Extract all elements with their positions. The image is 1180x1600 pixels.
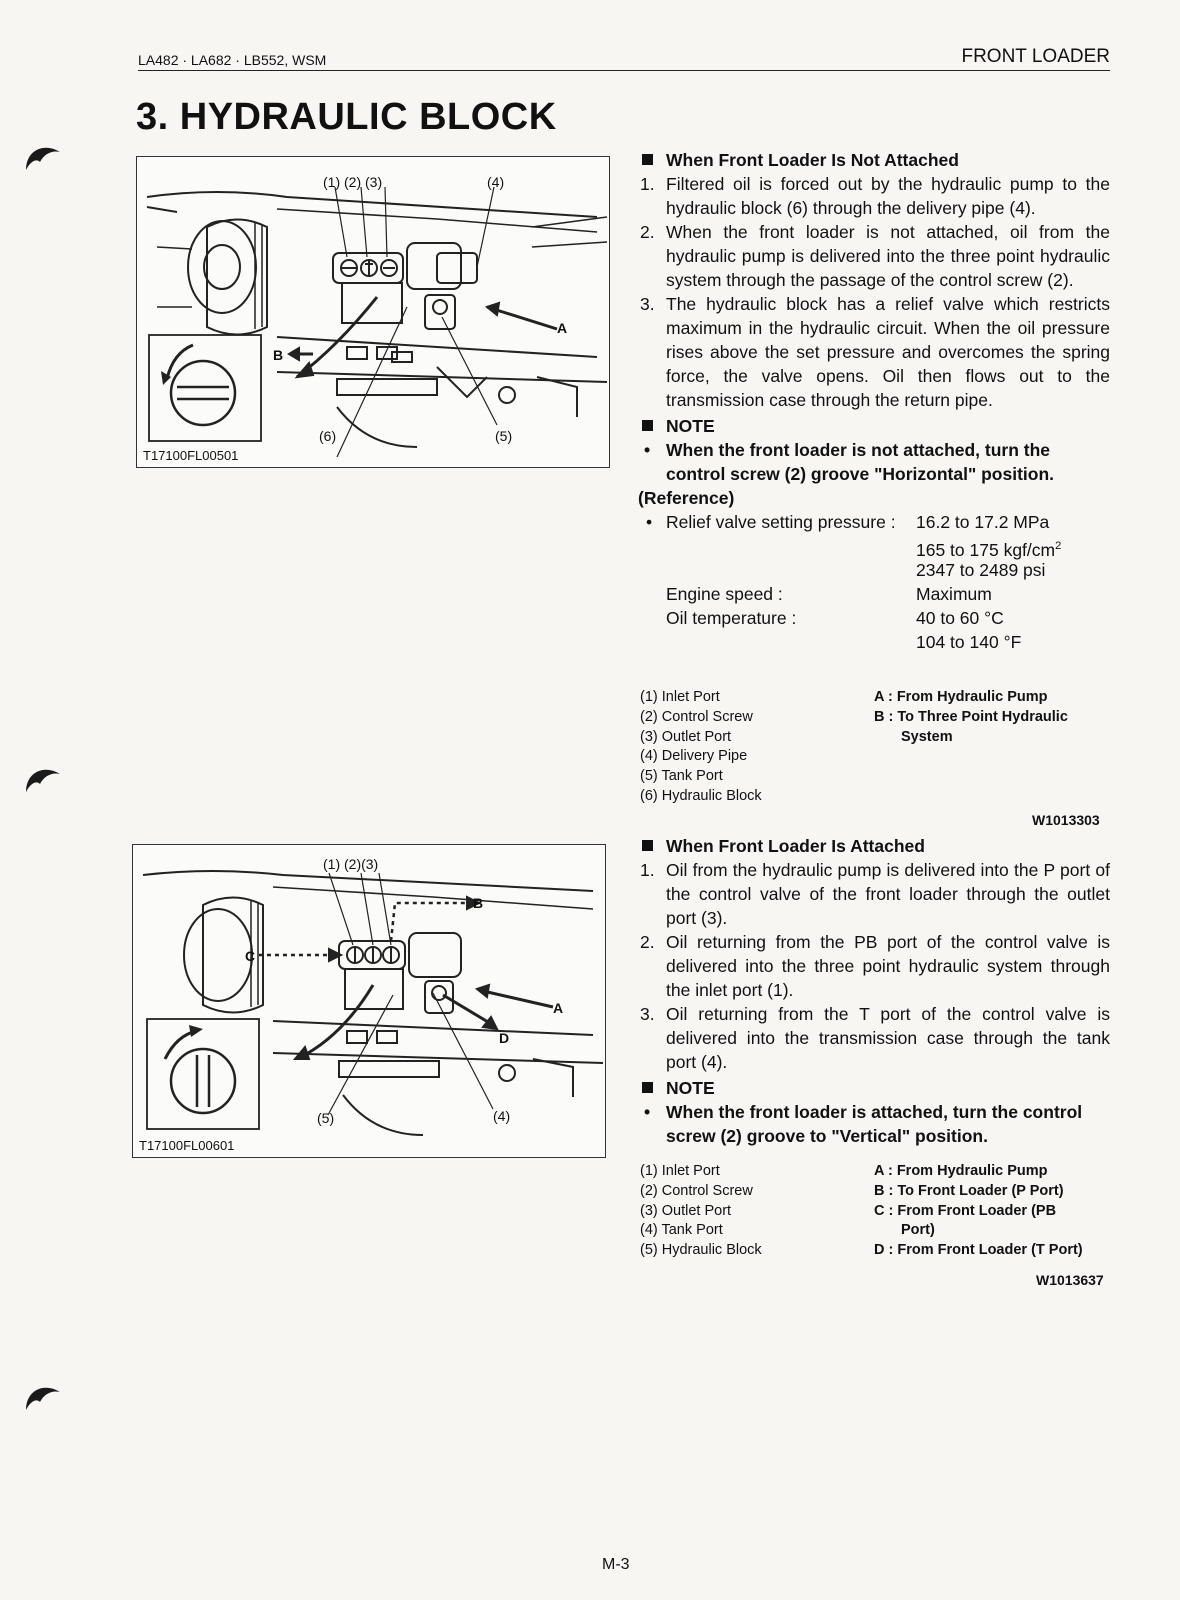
callout-5: (5) — [317, 1110, 335, 1126]
section-not-attached: When Front Loader Is Not Attached 1. Filtered oil is forced out by the hydraulic pump to the hydraulic block (6) through the delivery pipe (4). 2. When the front loader is not attached, oil from the hydraulic pump is delivered into the three point hydraulic system through the passage of the control screw (2). 3. The hydraulic block has a relief valve which restricts maximum in the hydraulic circuit. When the oil pressure rises above the set pressure and overcomes the spring force, the valve opens. Oil then flows out to the transmission case through the return pipe. NOTE • When the front loader is not attached, turn the control screw (2) groove "Horizontal" position. (Reference) • Relief valve setting pressure : 16.2 to 17.2 MPa 165 to 175 kgf/$cm^2$ 2347 to 2489 psi Engine speed : Maximum Oil temperature : 40 to 60 °C 104 to 140 °F — [640, 148, 1110, 654]
list-item: 2. When the front loader is not attached, oil from the hydraulic pump is delivered into the three point hydraulic system through the passage of the control screw (2). — [640, 222, 1110, 290]
callout-b: B — [473, 895, 484, 911]
callout-d: D — [499, 1030, 510, 1046]
header-rule — [138, 70, 1110, 71]
section-heading: When Front Loader Is Attached — [640, 834, 1110, 858]
note-heading: NOTE — [640, 1076, 1110, 1100]
callout-a: A — [557, 320, 568, 336]
callout-4: (4) — [487, 174, 505, 190]
legend-numbers: (1) Inlet Port (2) Control Screw (3) Outlet Port (4) Tank Port (5) Hydraulic Block — [640, 1163, 762, 1259]
figure-hydraulic-block-attached — [132, 844, 606, 1158]
page-number: M-3 — [602, 1556, 630, 1573]
spec-oil: Oil temperature : 40 to 60 °C — [666, 608, 1004, 628]
spec-relief: • Relief valve setting pressure : 16.2 to 17.2 MPa — [646, 512, 1050, 532]
punch-hole-icon — [22, 1380, 64, 1414]
hydraulic-block-drawing — [133, 845, 605, 1157]
callout-a: A — [553, 1000, 564, 1016]
note-text: • When the front loader is attached, turn the control screw (2) groove to "Vertical" position. — [640, 1100, 1110, 1148]
figure-code: T17100FL00601 — [139, 1138, 235, 1153]
list-item: 1. Filtered oil is forced out by the hydraulic pump to the hydraulic block (6) through the delivery pipe (4). — [640, 174, 1110, 218]
spec-engine: Engine speed : Maximum — [666, 584, 992, 604]
section-heading: When Front Loader Is Not Attached — [640, 148, 1110, 172]
list-item: 3. Oil returning from the T port of the control valve is delivered into the transmission case through the tank port (4). — [640, 1004, 1110, 1072]
list-item: 1. Oil from the hydraulic pump is delivered into the P port of the control valve of the front loader through the outlet port (3). — [640, 860, 1110, 928]
reference-heading: (Reference) — [638, 488, 735, 508]
punch-hole-icon — [22, 140, 64, 174]
list-item: 2. Oil returning from the PB port of the control valve is delivered into the three point hydraulic system through the inlet port (1). — [640, 932, 1110, 1000]
callout-b: B — [273, 347, 284, 363]
section-code: W1013637 — [1036, 1272, 1104, 1288]
hydraulic-block-drawing — [137, 157, 609, 467]
punch-hole-icon — [22, 762, 64, 796]
steps-list — [640, 172, 1110, 412]
callout-4: (4) — [493, 1108, 511, 1124]
page-title: 3. HYDRAULIC BLOCK — [136, 96, 557, 138]
header-models: LA482 · LA682 · LB552, WSM — [138, 52, 327, 68]
note-heading: NOTE — [640, 414, 1110, 438]
callout-6: (6) — [319, 428, 337, 444]
steps-list — [640, 858, 1110, 1074]
figure-hydraulic-block-not-attached — [136, 156, 610, 468]
legend-numbers: (1) Inlet Port (2) Control Screw (3) Outlet Port (4) Delivery Pipe (5) Tank Port (6) Hydraulic Block — [640, 689, 762, 804]
callout-group-1-2-3: (1) (2)(3) — [323, 856, 379, 872]
section-code: W1013303 — [1032, 812, 1100, 828]
callout-group-1-2-3: (1) (2) (3) — [323, 174, 383, 190]
legend-letters: A : From Hydraulic Pump B : To Front Loader (P Port) C : From Front Loader (PB Port) D : From Front Loader (T Port) — [874, 1163, 1083, 1259]
note-text: • When the front loader is not attached, turn the control screw (2) groove "Horizontal" position. — [640, 438, 1110, 486]
figure-code: T17100FL00501 — [143, 448, 239, 463]
header-section: FRONT LOADER — [961, 46, 1110, 67]
legend-letters: A : From Hydraulic Pump B : To Three Point Hydraulic System — [874, 689, 1068, 745]
list-item: 3. The hydraulic block has a relief valve which restricts maximum in the hydraulic circuit. When the oil pressure rises above the set pressure and overcomes the spring force, the valve opens. Oil then flows out to the transmission case through the return pipe. — [640, 294, 1110, 410]
callout-c: C — [245, 948, 256, 964]
section-attached — [640, 834, 1110, 1148]
callout-5: (5) — [495, 428, 513, 444]
